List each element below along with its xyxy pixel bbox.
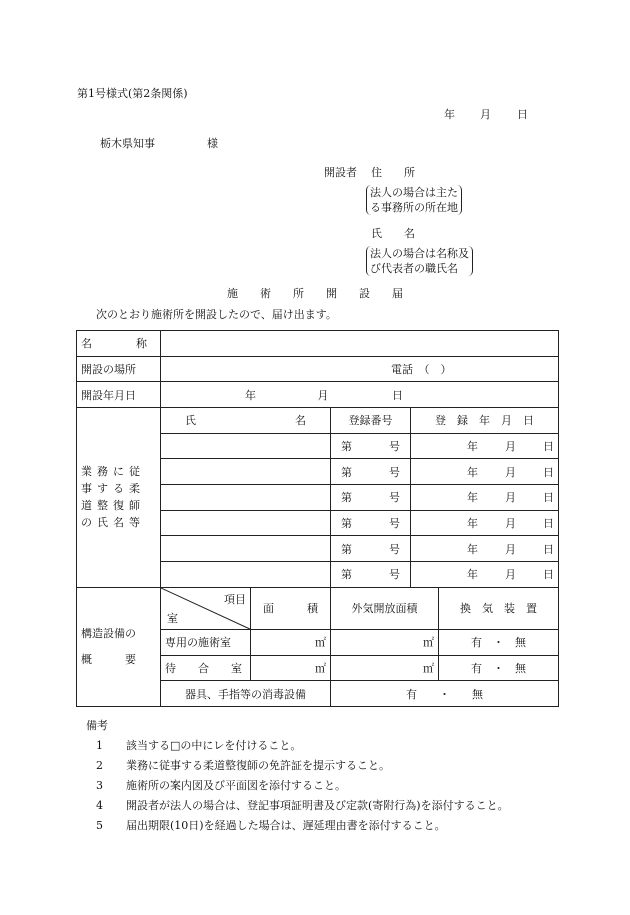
practitioner-reg-no-cell[interactable] [331, 459, 411, 485]
phone-label: 電話 （ ） [391, 363, 452, 376]
practitioner-reg-date-cell[interactable] [411, 510, 559, 536]
address-note-line-2: る事務所の所在地 [370, 201, 458, 214]
row-name [77, 331, 559, 357]
notes-heading: 備考 [86, 719, 108, 732]
name-note [366, 246, 473, 276]
date-day: 日 [517, 108, 528, 121]
reg-month: 月 [505, 440, 516, 454]
row-open-date [77, 382, 559, 408]
practitioner-name-cell[interactable] [161, 459, 331, 485]
reg-day: 日 [543, 542, 554, 556]
reg-no-suffix: 号 [389, 542, 400, 556]
practitioner-reg-date-cell[interactable] [411, 459, 559, 485]
facility-label-2: 概 要 [81, 652, 136, 666]
facility-label-cell [77, 587, 161, 706]
reg-no-prefix: 第 [341, 517, 352, 531]
col-name-header-1: 氏 [185, 414, 196, 428]
intro-text: 次のとおり施術所を開設したので、届け出ます。 [96, 308, 337, 321]
date-month: 月 [480, 108, 491, 121]
addressee-honorific: 様 [207, 137, 218, 150]
practitioner-name-cell[interactable] [161, 433, 331, 459]
note-item [88, 796, 509, 816]
practitioner-reg-no-cell[interactable] [331, 536, 411, 562]
note-text: 開設者が法人の場合は、登記事項証明書及び定款(寄附行為)を添付すること。 [126, 799, 509, 812]
address-note [366, 185, 462, 215]
note-text: 施術所の案内図及び平面図を添付すること。 [126, 779, 346, 792]
treatment-room-label: 専用の施術室 [161, 629, 251, 655]
note-number: 2 [96, 759, 103, 772]
note-text: 届出期限(10日)を経過した場合は、遅延理由書を添付すること。 [126, 819, 446, 832]
reg-year: 年 [467, 491, 478, 505]
name-label: 氏 名 [371, 227, 415, 240]
location-value-cell[interactable] [161, 356, 559, 382]
waiting-room-area[interactable]: ㎡ [251, 655, 331, 681]
col-reg-date-header: 登 録 年 月 日 [411, 408, 559, 434]
reg-year: 年 [467, 568, 478, 582]
treatment-room-area[interactable]: ㎡ [251, 629, 331, 655]
note-number: 1 [96, 739, 103, 752]
diag-room-label: 室 [167, 611, 178, 625]
document-title: 施 術 所 開 設 届 [227, 287, 403, 300]
practitioner-header-row [77, 408, 559, 434]
reg-month: 月 [505, 517, 516, 531]
reg-day: 日 [543, 465, 554, 479]
note-item [88, 736, 509, 756]
reg-day: 日 [543, 568, 554, 582]
practitioner-reg-date-cell[interactable] [411, 433, 559, 459]
reg-no-suffix: 号 [389, 465, 400, 479]
note-item [88, 756, 509, 776]
waiting-room-ventilation[interactable]: 有 ・ 無 [439, 655, 559, 681]
reg-year: 年 [467, 517, 478, 531]
practitioner-reg-no-cell[interactable] [331, 562, 411, 588]
reg-no-suffix: 号 [389, 517, 400, 531]
waiting-room-open-area[interactable]: ㎡ [331, 655, 439, 681]
col-open-area-header: 外気開放面積 [331, 587, 439, 629]
addressee-name: 栃木県知事 [100, 137, 155, 150]
reg-no-prefix: 第 [341, 440, 352, 454]
practitioner-reg-date-cell[interactable] [411, 562, 559, 588]
reg-day: 日 [543, 491, 554, 505]
note-text: 該当する□の中にレを付けること。 [126, 739, 302, 752]
note-item [88, 776, 509, 796]
open-date-day: 日 [392, 388, 403, 402]
practitioner-name-cell[interactable] [161, 510, 331, 536]
col-area-header: 面 積 [251, 587, 331, 629]
name-label-cell: 名 称 [77, 331, 161, 357]
open-date-value-cell[interactable] [161, 382, 559, 408]
practitioner-name-cell[interactable] [161, 536, 331, 562]
reg-no-prefix: 第 [341, 542, 352, 556]
name-value-cell[interactable] [161, 331, 559, 357]
date-year: 年 [444, 108, 455, 121]
note-number: 5 [96, 819, 103, 832]
diagonal-header-cell [161, 587, 251, 629]
row-location [77, 356, 559, 382]
facility-label-1: 構造設備の [81, 626, 136, 640]
address-label: 住 所 [371, 166, 415, 179]
reg-month: 月 [505, 491, 516, 505]
col-name-header-2: 名 [295, 414, 306, 428]
reg-day: 日 [543, 440, 554, 454]
note-item [88, 816, 509, 836]
diag-item-label: 項目 [224, 592, 246, 606]
reg-no-prefix: 第 [341, 568, 352, 582]
reg-no-prefix: 第 [341, 465, 352, 479]
reg-month: 月 [505, 568, 516, 582]
waiting-room-label: 待 合 室 [161, 655, 251, 681]
open-date-year: 年 [245, 388, 256, 402]
name-note-line-2: び代表者の職氏名 [370, 262, 458, 275]
reg-no-prefix: 第 [341, 491, 352, 505]
form-number: 第1号様式(第2条関係) [77, 87, 188, 100]
reg-month: 月 [505, 465, 516, 479]
treatment-room-open-area[interactable]: ㎡ [331, 629, 439, 655]
reg-no-suffix: 号 [389, 568, 400, 582]
notes-section [88, 716, 509, 836]
note-text: 業務に従事する柔道整復師の免許証を提示すること。 [126, 759, 390, 772]
reg-year: 年 [467, 542, 478, 556]
col-name-header [161, 408, 331, 434]
note-number: 4 [96, 799, 103, 812]
treatment-room-ventilation[interactable]: 有 ・ 無 [439, 629, 559, 655]
address-note-line-1: 法人の場合は主た [370, 186, 458, 199]
facility-header-row [77, 587, 559, 629]
practitioner-reg-no-cell[interactable] [331, 485, 411, 511]
practitioner-reg-date-cell[interactable] [411, 536, 559, 562]
reg-month: 月 [505, 542, 516, 556]
col-reg-no-header: 登録番号 [331, 408, 411, 434]
name-note-line-1: 法人の場合は名称及 [370, 247, 469, 260]
practitioner-reg-no-cell[interactable] [331, 433, 411, 459]
reg-day: 日 [543, 517, 554, 531]
practitioner-reg-date-cell[interactable] [411, 485, 559, 511]
location-label-cell: 開設の場所 [77, 356, 161, 382]
reg-no-suffix: 号 [389, 491, 400, 505]
reg-no-suffix: 号 [389, 440, 400, 454]
form-table [76, 330, 559, 707]
note-number: 3 [96, 779, 103, 792]
practitioner-name-cell[interactable] [161, 485, 331, 511]
col-ventilation-header: 換 気 装 置 [439, 587, 559, 629]
practitioner-name-cell[interactable] [161, 562, 331, 588]
applicant-label: 開設者 [324, 166, 357, 179]
reg-year: 年 [467, 465, 478, 479]
disinfection-label: 器具、手指等の消毒設備 [161, 681, 331, 707]
reg-year: 年 [467, 440, 478, 454]
open-date-month: 月 [317, 388, 329, 402]
practitioner-reg-no-cell[interactable] [331, 510, 411, 536]
open-date-label-cell: 開設年月日 [77, 382, 161, 408]
disinfection-value[interactable]: 有 ・ 無 [331, 681, 559, 707]
practitioners-label-cell: 業務に従事する柔道整復師の氏名等 [77, 408, 161, 588]
